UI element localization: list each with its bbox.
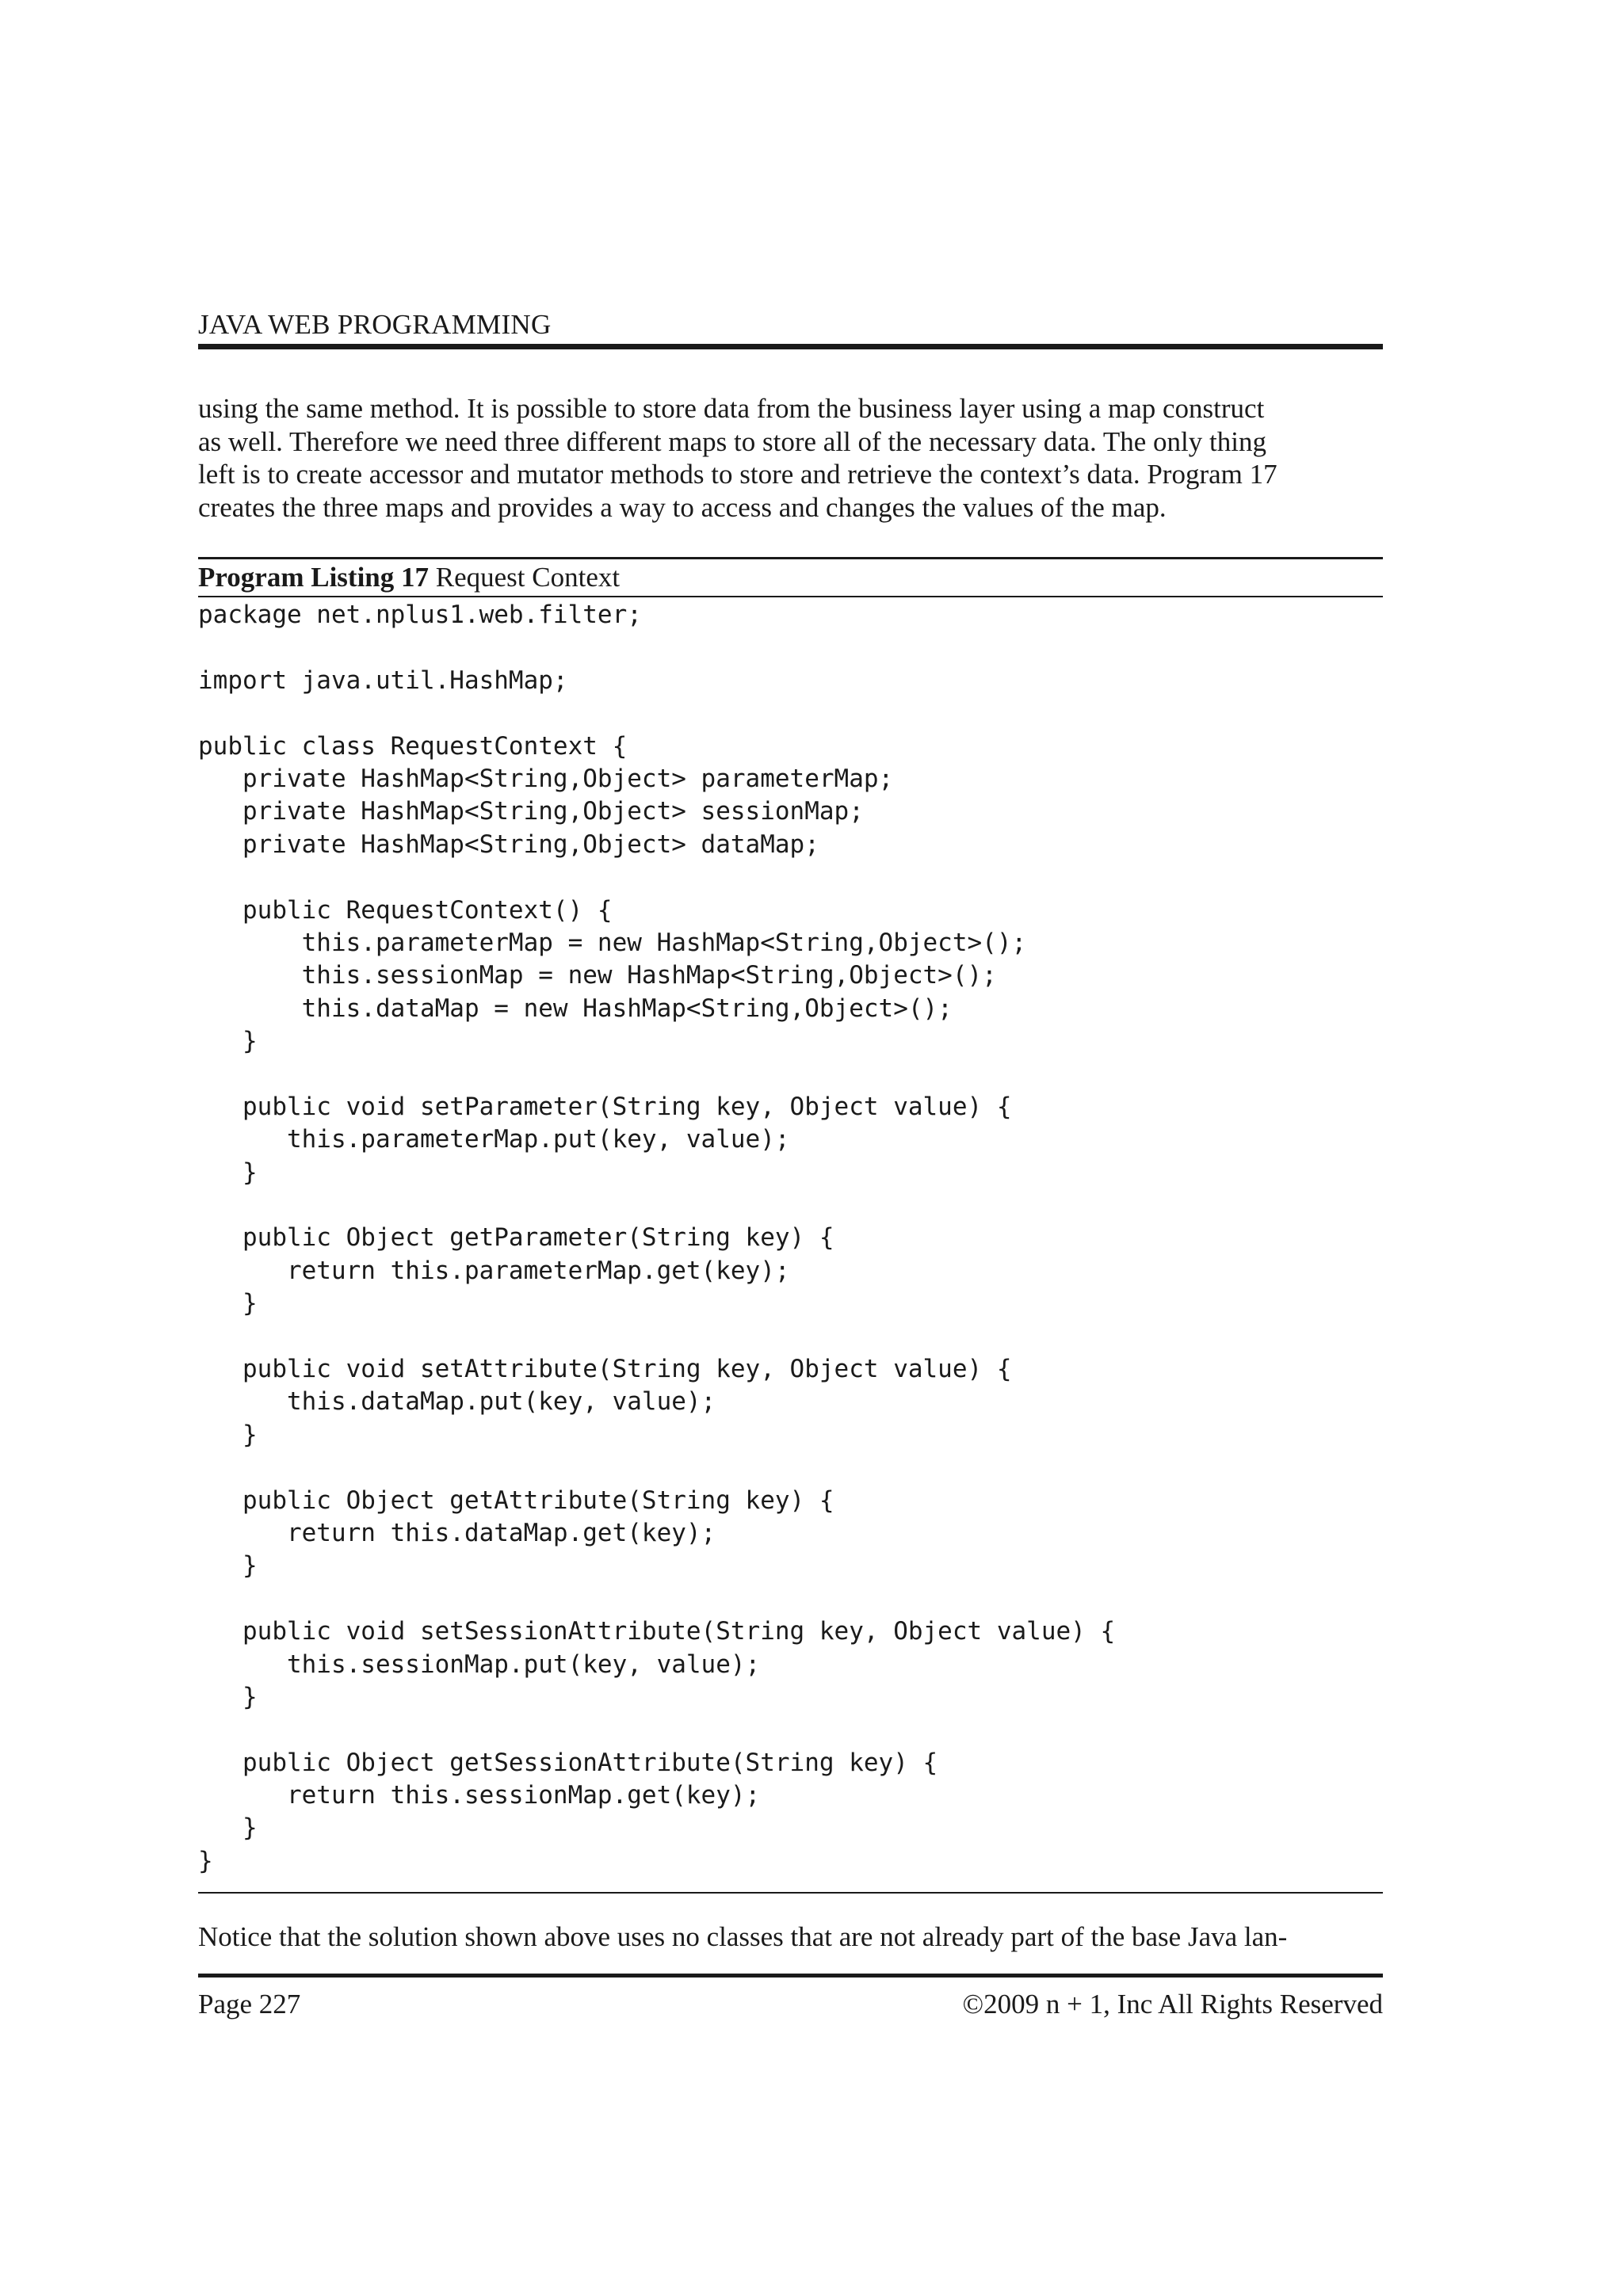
code-line: this.dataMap.put(key, value); (198, 1387, 716, 1417)
code-line: private HashMap<String,Object> sessionMap; (198, 797, 864, 826)
listing-label: Program Listing 17 (198, 562, 430, 593)
code-line: import java.util.HashMap; (198, 666, 568, 695)
code-line: } (198, 1682, 258, 1711)
code-line: public Object getSessionAttribute(String key) { (198, 1748, 938, 1777)
intro-paragraph (198, 392, 1383, 524)
code-line: public RequestContext() { (198, 895, 613, 925)
intro-line: using the same method. It is possible to store data from the business layer using a map construct (198, 393, 1265, 424)
code-line: } (198, 1420, 258, 1449)
code-line (198, 1321, 1383, 1353)
following-paragraph: Notice that the solution shown above uses no classes that are not already part of the base Java lan- (198, 1921, 1288, 1953)
code-line: return this.parameterMap.get(key); (198, 1256, 790, 1285)
code-line: } (198, 1551, 258, 1581)
code-line: public void setAttribute(String key, Object value) { (198, 1354, 1012, 1383)
code-line: this.sessionMap = new HashMap<String,Object>(); (198, 961, 997, 990)
code-line: } (198, 1846, 213, 1875)
intro-line: creates the three maps and provides a way to access and changes the values of the map. (198, 491, 1167, 523)
code-line: this.dataMap = new HashMap<String,Object>(); (198, 994, 953, 1023)
code-line (198, 1583, 1383, 1615)
code-line: } (198, 1814, 258, 1843)
code-line: private HashMap<String,Object> dataMap; (198, 830, 819, 859)
page-number: Page 227 (198, 1989, 301, 2020)
code-line: this.parameterMap.put(key, value); (198, 1125, 790, 1154)
running-header: JAVA WEB PROGRAMMING (198, 309, 552, 340)
code-line (198, 1714, 1383, 1746)
intro-line: left is to create accessor and mutator methods to store and retrieve the context’s data. Program 17 (198, 459, 1277, 490)
intro-line: as well. Therefore we need three different maps to store all of the necessary data. The only thing (198, 425, 1266, 457)
copyright-notice: ©2009 n + 1, Inc All Rights Reserved (962, 1989, 1383, 2020)
code-line (198, 1189, 1383, 1222)
code-line: public void setSessionAttribute(String key, Object value) { (198, 1617, 1116, 1646)
code-line: return this.sessionMap.get(key); (198, 1781, 761, 1810)
code-line (198, 1451, 1383, 1484)
document-page (198, 309, 1383, 2020)
code-line: } (198, 1027, 258, 1056)
header-rule (198, 344, 1383, 349)
code-line (198, 1058, 1383, 1090)
code-line: this.sessionMap.put(key, value); (198, 1650, 761, 1679)
code-line (198, 697, 1383, 730)
code-line: public void setParameter(String key, Object value) { (198, 1092, 1012, 1121)
code-line: private HashMap<String,Object> parameterMap; (198, 764, 894, 793)
listing-bottom-rule (198, 1892, 1383, 1894)
code-line: package net.nplus1.web.filter; (198, 601, 642, 629)
code-line: } (198, 1289, 258, 1318)
code-line: return this.dataMap.get(key); (198, 1518, 716, 1547)
code-line: } (198, 1158, 258, 1187)
code-line: public class RequestContext { (198, 731, 628, 761)
listing-caption (198, 559, 1383, 596)
listing-title: Request Context (435, 562, 621, 593)
code-line: public Object getParameter(String key) { (198, 1223, 834, 1253)
code-line: this.parameterMap = new HashMap<String,Object>(); (198, 928, 1027, 957)
code-line (198, 631, 1383, 664)
footer-rule (198, 1974, 1383, 1978)
code-listing (198, 599, 1383, 1878)
page-footer (198, 1989, 1383, 2020)
listing-caption-rule (198, 596, 1383, 597)
code-line: public Object getAttribute(String key) { (198, 1486, 834, 1515)
code-line (198, 861, 1383, 894)
